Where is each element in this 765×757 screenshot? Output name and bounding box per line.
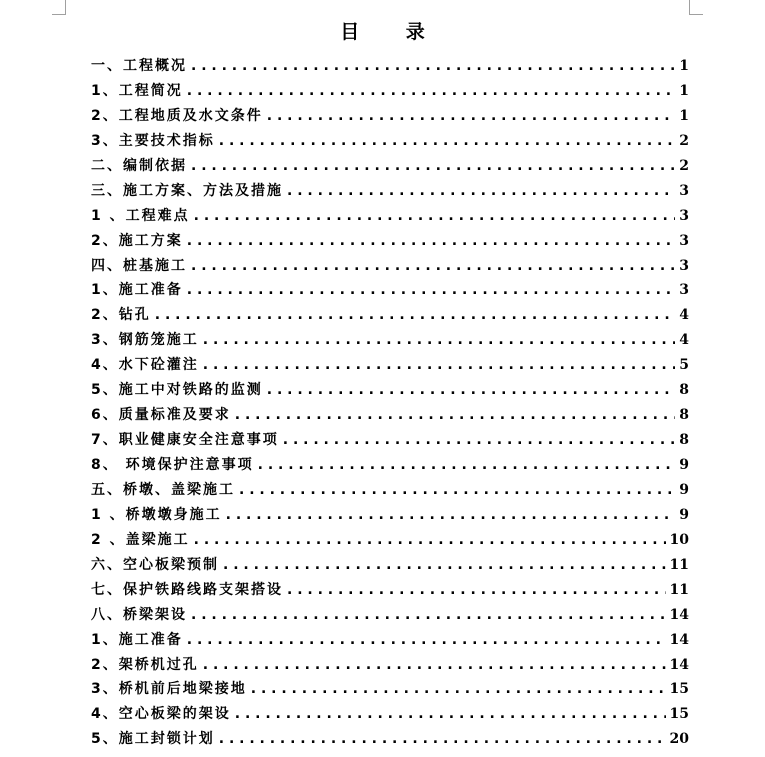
crop-mark-top-left-vertical — [65, 0, 66, 14]
toc-dot-leader — [187, 628, 666, 653]
toc-entry-page-number: 10 — [669, 531, 689, 548]
toc-entry[interactable] — [91, 104, 689, 129]
toc-dot-leader — [267, 104, 676, 129]
toc-entry[interactable] — [91, 278, 689, 303]
toc-entry-label: 2 、盖梁施工 — [91, 531, 190, 548]
toc-entry-page-number: 4 — [679, 307, 689, 324]
toc-dot-leader — [194, 204, 676, 229]
toc-entry-label: 二、编制依据 — [91, 157, 187, 174]
toc-entry[interactable] — [91, 478, 689, 503]
toc-entry[interactable] — [91, 653, 689, 678]
toc-entry[interactable] — [91, 403, 689, 428]
toc-title: 目 录 — [340, 21, 445, 43]
toc-entry[interactable] — [91, 702, 689, 727]
toc-entry-page-number: 14 — [669, 631, 689, 648]
toc-entry[interactable] — [91, 179, 689, 204]
toc-dot-leader — [219, 129, 676, 154]
toc-dot-leader — [191, 603, 666, 628]
toc-entry-page-number: 1 — [679, 82, 689, 99]
toc-entry-label: 一、工程概况 — [91, 58, 187, 74]
toc-entry-page-number: 9 — [679, 506, 689, 523]
toc-entry-label: 四、桩基施工 — [91, 257, 187, 274]
toc-entry-page-number: 3 — [679, 207, 689, 224]
toc-dot-leader — [191, 154, 675, 179]
toc-entry-label: 1、工程简况 — [91, 82, 183, 99]
toc-entry[interactable] — [91, 553, 689, 578]
toc-entry-label: 2、钻孔 — [91, 307, 151, 324]
toc-entry[interactable] — [91, 204, 689, 229]
toc-entry-page-number: 5 — [679, 357, 689, 374]
toc-entry-label: 5、施工封锁计划 — [91, 731, 215, 748]
toc-entry[interactable] — [91, 628, 689, 653]
toc-entry-label: 2、工程地质及水文条件 — [91, 107, 263, 124]
toc-entry-page-number: 4 — [679, 332, 689, 349]
toc-entry[interactable] — [91, 603, 689, 628]
toc-dot-leader — [187, 79, 676, 104]
toc-entry[interactable] — [91, 378, 689, 403]
toc-entry-page-number: 11 — [669, 581, 689, 598]
toc-dot-leader — [187, 278, 676, 303]
toc-entry-page-number: 8 — [679, 432, 689, 449]
toc-entry-page-number: 14 — [669, 656, 689, 673]
toc-dot-leader — [287, 179, 675, 204]
toc-entry-page-number: 3 — [679, 232, 689, 249]
toc-entry-label: 4、水下砼灌注 — [91, 357, 199, 374]
toc-entry-label: 1 、桥墩墩身施工 — [91, 506, 222, 523]
toc-dot-leader — [283, 428, 676, 453]
toc-entry-label: 3、主要技术指标 — [91, 132, 215, 149]
toc-entry-page-number: 8 — [679, 407, 689, 424]
toc-dot-leader — [219, 727, 666, 752]
crop-mark-top-right-horizontal — [689, 14, 703, 15]
toc-entry[interactable] — [91, 428, 689, 453]
toc-entry-label: 6、质量标准及要求 — [91, 407, 231, 424]
toc-entry[interactable] — [91, 154, 689, 179]
toc-entry[interactable] — [91, 54, 689, 79]
toc-dot-leader — [226, 503, 676, 528]
table-of-contents — [91, 54, 689, 752]
toc-entry-page-number: 1 — [679, 58, 689, 74]
toc-entry-page-number: 2 — [679, 157, 689, 174]
toc-entry-page-number: 15 — [669, 681, 689, 698]
toc-entry[interactable] — [91, 129, 689, 154]
toc-entry-label: 1、施工准备 — [91, 631, 183, 648]
toc-entry[interactable] — [91, 578, 689, 603]
toc-entry-label: 7、职业健康安全注意事项 — [91, 432, 279, 449]
toc-entry-page-number: 3 — [679, 182, 689, 199]
toc-dot-leader — [258, 453, 676, 478]
toc-entry-label: 8、 环境保护注意事项 — [91, 457, 254, 473]
toc-entry-page-number: 3 — [679, 282, 689, 299]
toc-entry-page-number: 14 — [669, 606, 689, 623]
toc-dot-leader — [235, 403, 676, 428]
toc-entry[interactable] — [91, 528, 689, 553]
crop-mark-top-left-horizontal — [52, 14, 66, 15]
toc-entry-label: 1 、工程难点 — [91, 207, 190, 224]
toc-entry-label: 三、施工方案、方法及措施 — [91, 182, 283, 199]
toc-dot-leader — [251, 677, 666, 702]
toc-entry[interactable] — [91, 353, 689, 378]
toc-dot-leader — [235, 702, 666, 727]
toc-entry-label: 2、架桥机过孔 — [91, 656, 199, 673]
toc-entry-page-number: 9 — [679, 457, 689, 473]
toc-dot-leader — [187, 229, 676, 254]
toc-entry-label: 八、桥梁架设 — [91, 606, 187, 623]
toc-entry-page-number: 20 — [669, 731, 689, 748]
toc-dot-leader — [194, 528, 666, 553]
toc-entry-page-number: 9 — [679, 481, 689, 498]
toc-entry-page-number: 1 — [679, 107, 689, 124]
toc-entry-label: 4、空心板梁的架设 — [91, 706, 231, 723]
toc-entry[interactable] — [91, 229, 689, 254]
toc-dot-leader — [191, 54, 675, 79]
toc-dot-leader — [239, 478, 675, 503]
toc-entry[interactable] — [91, 677, 689, 702]
toc-dot-leader — [203, 328, 676, 353]
toc-entry-label: 六、空心板梁预制 — [91, 556, 219, 573]
toc-entry-page-number: 11 — [669, 556, 689, 573]
toc-entry[interactable] — [91, 303, 689, 328]
toc-dot-leader — [223, 553, 666, 578]
toc-dot-leader — [267, 378, 676, 403]
toc-entry[interactable] — [91, 453, 689, 478]
toc-entry-label: 七、保护铁路线路支架搭设 — [91, 581, 283, 598]
toc-entry[interactable] — [91, 727, 689, 752]
toc-dot-leader — [191, 254, 675, 279]
toc-entry-page-number: 15 — [669, 706, 689, 723]
toc-dot-leader — [203, 353, 676, 378]
toc-entry-label: 五、桥墩、盖梁施工 — [91, 481, 235, 498]
toc-dot-leader — [155, 303, 676, 328]
toc-entry-page-number: 2 — [679, 132, 689, 149]
toc-entry-label: 1、施工准备 — [91, 282, 183, 299]
toc-entry-label: 3、钢筋笼施工 — [91, 332, 199, 349]
crop-mark-top-right-vertical — [689, 0, 690, 14]
toc-entry[interactable] — [91, 79, 689, 104]
toc-entry[interactable] — [91, 328, 689, 353]
toc-entry[interactable] — [91, 503, 689, 528]
toc-entry-label: 5、施工中对铁路的监测 — [91, 382, 263, 399]
toc-entry-label: 3、桥机前后地梁接地 — [91, 681, 247, 698]
toc-dot-leader — [287, 578, 666, 603]
toc-dot-leader — [203, 653, 666, 678]
toc-entry-page-number: 3 — [679, 257, 689, 274]
toc-entry[interactable] — [91, 254, 689, 279]
toc-entry-label: 2、施工方案 — [91, 232, 183, 249]
toc-entry-page-number: 8 — [679, 382, 689, 399]
